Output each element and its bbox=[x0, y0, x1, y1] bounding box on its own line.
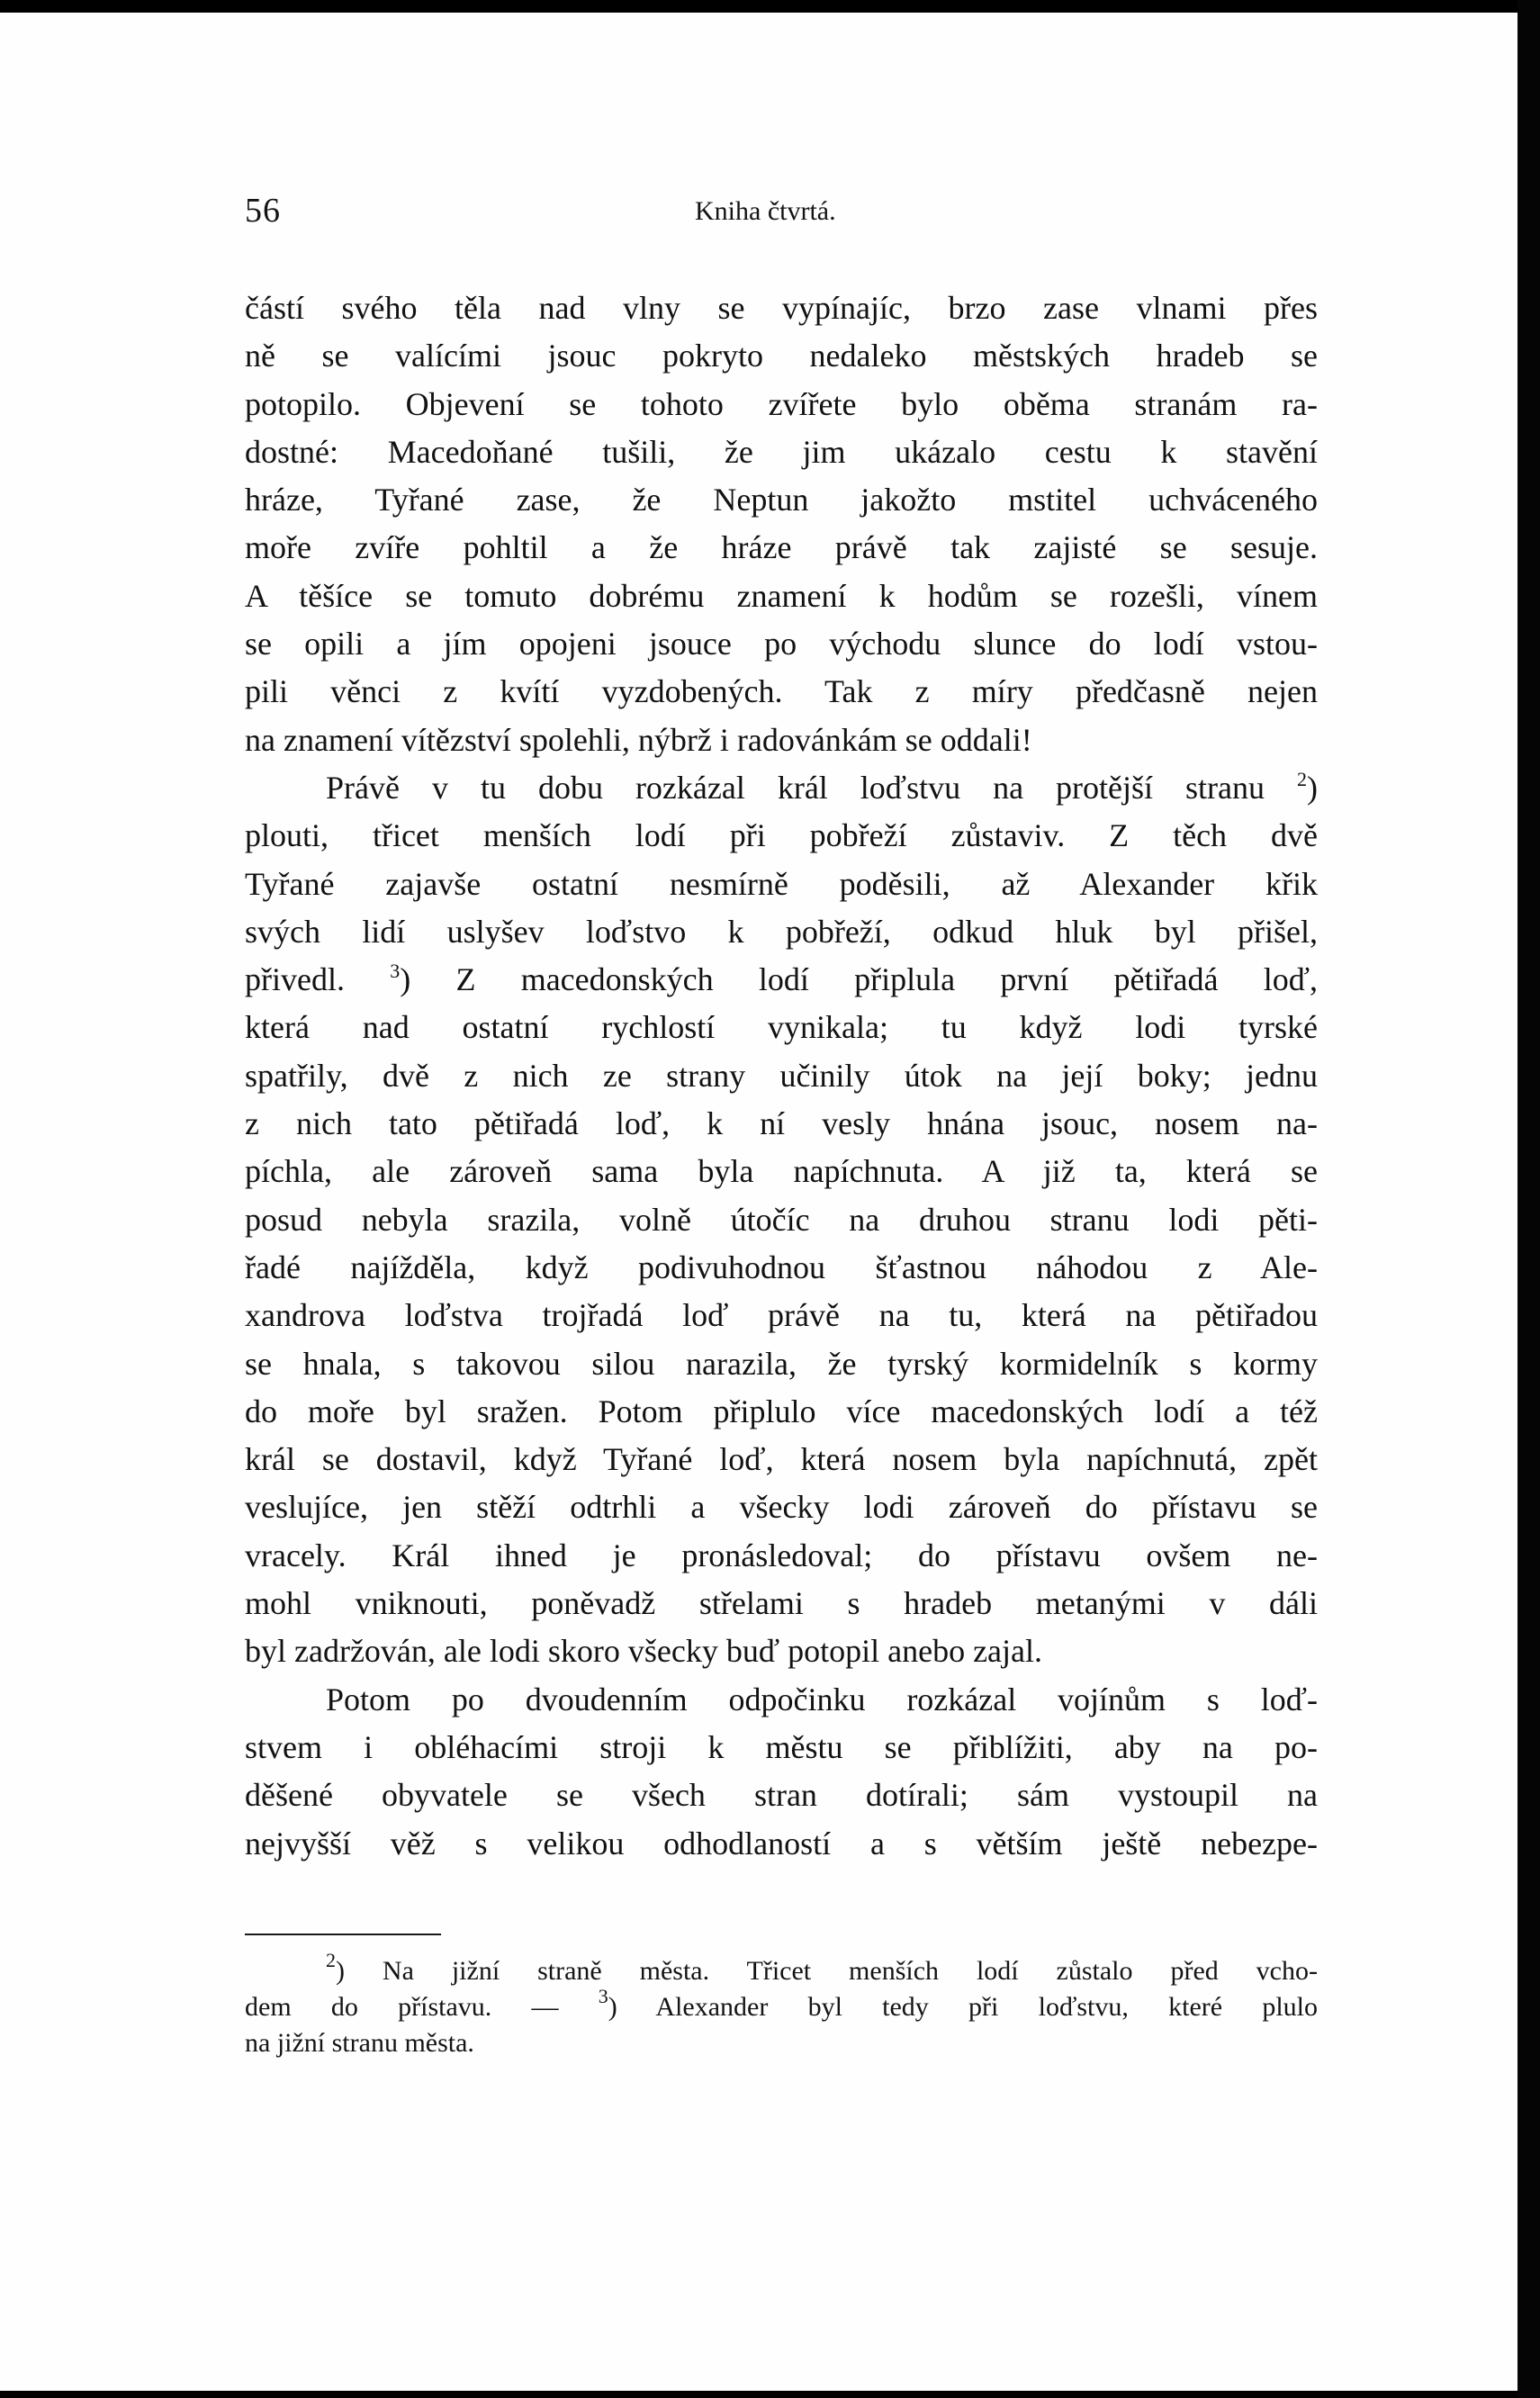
footnotes bbox=[245, 1949, 1318, 2061]
body-text bbox=[245, 284, 1318, 1868]
text-line: řadé najížděla, když podivuhodnou šťastnou náhodou z Ale- bbox=[245, 1249, 1318, 1285]
text-line: přivedl. $^3$) Z macedonských lodí připlula první pětiřadá loď, bbox=[245, 960, 1318, 998]
text-line: Potom po dvoudenním odpočinku rozkázal vojínům s loď- bbox=[326, 1681, 1318, 1717]
text-line: pili věnci z kvítí vyzdobených. Tak z míry předčasně nejen bbox=[245, 673, 1318, 710]
text-line: nejvyšší věž s velikou odhodlaností a s větším ještě nebezpe- bbox=[245, 1825, 1318, 1862]
text-line: z nich tato pětiřadá loď, k ní vesly hnána jsouc, nosem na- bbox=[245, 1105, 1318, 1142]
text-line: svých lidí uslyšev loďstvo k pobřeží, odkud hluk byl přišel, bbox=[245, 913, 1318, 950]
footnote-text: Alexander byl tedy při loďstvu, které plulo bbox=[655, 1992, 1318, 2022]
footnote-ref-3: 3 bbox=[390, 960, 401, 983]
running-title: Kniha čtvrtá. bbox=[695, 196, 836, 226]
text-line: mohl vniknouti, poněvadž střelami s hradeb metanými v dáli bbox=[245, 1585, 1318, 1622]
page-number: 56 bbox=[245, 192, 281, 230]
line-text: Právě v tu dobu rozkázal král loďstvu na protější stranu bbox=[326, 769, 1265, 806]
text-line: A těšíce se tomuto dobrému znamení k hodům se rozešli, vínem bbox=[245, 577, 1318, 614]
text-line: plouti, třicet menších lodí při pobřeží zůstaviv. Z těch dvě bbox=[245, 817, 1318, 854]
text-line: se opili a jím opojeni jsouce po východu slunce do lodí vstou- bbox=[245, 626, 1318, 663]
paragraph-3 bbox=[245, 1676, 1318, 1868]
text-line: na znamení vítězství spolehli, nýbrž i radovánkám se oddali! bbox=[245, 721, 1032, 758]
text-line: ně se valícími jsouc pokryto nedaleko městských hradeb se bbox=[245, 338, 1318, 374]
paragraph-2 bbox=[245, 764, 1318, 1676]
footnote-text: dem do přístavu. — bbox=[245, 1992, 559, 2022]
line-text: Z macedonských lodí připlula první pětiřadá loď, bbox=[455, 961, 1318, 998]
footnote-mark-2: 2 bbox=[326, 1949, 336, 1971]
text-line: částí svého těla nad vlny se vypínajíc, brzo zase vlnami přes bbox=[245, 290, 1318, 326]
text-line: potopilo. Objevení se tohoto zvířete bylo oběma stranám ra- bbox=[245, 385, 1318, 422]
footnote-line: $^2$) Na jižní straně města. Třicet menších lodí zůstalo před vcho- bbox=[326, 1949, 1318, 1986]
text-line: do moře byl sražen. Potom připlulo více macedonských lodí a též bbox=[245, 1393, 1318, 1429]
text-line: se hnala, s takovou silou narazila, že tyrský kormidelník s kormy bbox=[245, 1345, 1318, 1382]
text-line: byl zadržován, ale lodi skoro všecky buď potopil anebo zajal. bbox=[245, 1633, 1043, 1670]
text-line: spatřily, dvě z nich ze strany učinily útok na její boky; jednu bbox=[245, 1057, 1318, 1094]
footnote-text: Na jižní straně města. Třicet menších lodí zůstalo před vcho- bbox=[382, 1956, 1318, 1986]
text-line: Tyřané zajavše ostatní nesmírně poděsili, až Alexander křik bbox=[245, 865, 1318, 902]
footnote-divider bbox=[245, 1934, 441, 1935]
text-line: píchla, ale zároveň sama byla napíchnuta. A již ta, která se bbox=[245, 1153, 1318, 1190]
text-line: král se dostavil, když Tyřané loď, která nosem byla napíchnutá, zpět bbox=[245, 1441, 1318, 1478]
footnote-mark-3: 3 bbox=[598, 1985, 608, 2007]
text-line: která nad ostatní rychlostí vynikala; tu když lodi tyrské bbox=[245, 1009, 1318, 1046]
footnote-line: dem do přístavu. — $^3$) Alexander byl tedy při loďstvu, které plulo bbox=[245, 1985, 1318, 2022]
text-line: stvem i obléhacími stroji k městu se přiblížiti, aby na po- bbox=[245, 1728, 1318, 1765]
footnote-line: na jižní stranu města. bbox=[245, 2028, 474, 2058]
text-line: vracely. Král ihned je pronásledoval; do přístavu ovšem ne- bbox=[245, 1537, 1318, 1573]
text-line: veslujíce, jen stěží odtrhli a všecky lodi zároveň do přístavu se bbox=[245, 1489, 1318, 1526]
text-line: posud nebyla srazila, volně útočíc na druhou stranu lodi pěti- bbox=[245, 1201, 1318, 1238]
line-text: přivedl. bbox=[245, 961, 345, 998]
paragraph-1 bbox=[245, 284, 1318, 764]
text-line: xandrova loďstva trojřadá loď právě na tu, která na pětiřadou bbox=[245, 1297, 1318, 1334]
footnote-ref-2: 2 bbox=[1297, 767, 1307, 790]
text-line: dostné: Macedoňané tušili, že jim ukázalo cestu k stavění bbox=[245, 433, 1318, 470]
text-line: moře zvíře pohltil a že hráze právě tak zajisté se sesuje. bbox=[245, 529, 1318, 566]
text-line: Právě v tu dobu rozkázal král loďstvu na protější stranu $^2$) bbox=[326, 767, 1318, 806]
page-edge-shadow bbox=[1517, 0, 1540, 2398]
text-line: děšené obyvatele se všech stran dotírali; sám vystoupil na bbox=[245, 1777, 1318, 1814]
running-head bbox=[245, 191, 1316, 236]
text-line: hráze, Tyřané zase, že Neptun jakožto mstitel uchváceného bbox=[245, 482, 1318, 518]
